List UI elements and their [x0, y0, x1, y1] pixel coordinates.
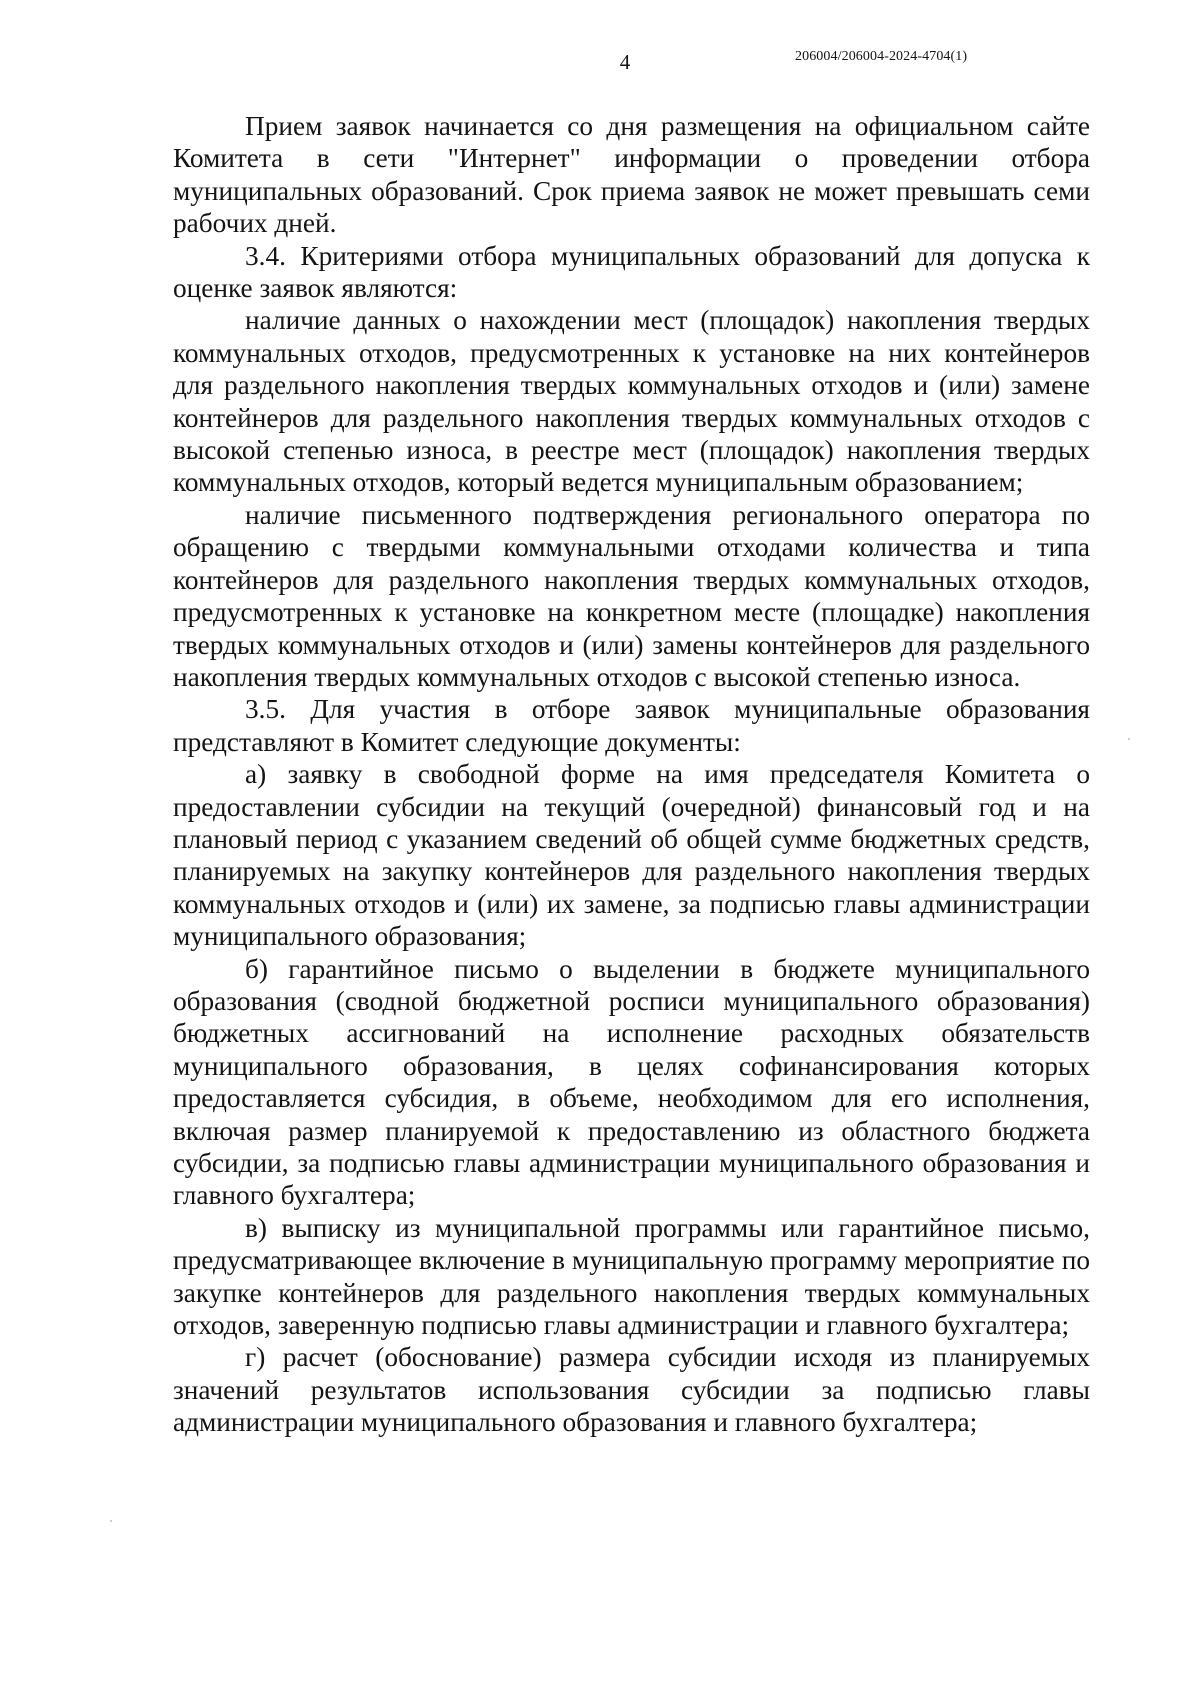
paragraph-application-intake: Прием заявок начинается со дня размещения на официальном сайте Комитета в сети "Интернет" информации о проведении отбора муниципальных образований. Срок приема заявок не может превышать семи рабочих дней. [173, 111, 1090, 239]
document-body [173, 110, 1090, 1439]
paragraph-item-g-subsidy-calculation: г) расчет (обоснование) размера субсидии исходя из планируемых значений результатов использования субсидии за подписью главы администрации муниципального образования и главного бухгалтера; [173, 1342, 1090, 1438]
paragraph-3-4-selection-criteria: 3.4. Критериями отбора муниципальных образований для допуска к оценке заявок являются: [173, 240, 1090, 304]
page-number: 4 [619, 50, 631, 74]
paragraph-criterion-operator-confirmation: наличие письменного подтверждения регионального оператора по обращению с твердыми коммунальными отходами количества и типа контейнеров для раздельного накопления твердых коммунальных отходов, предусмотренных к установке на конкретном месте (площадке) накопления твердых коммунальных отходов и (или) замены контейнеров для раздельного накопления твердых коммунальных отходов с высокой степенью износа. [173, 499, 1090, 692]
paragraph-criterion-registry-data: наличие данных о нахождении мест (площадок) накопления твердых коммунальных отходов, предусмотренных к установке на них контейнеров для раздельного накопления твердых коммунальных отходов и (или) замене контейнеров для раздельного накопления твердых коммунальных отходов с высокой степенью износа, в реестре мест (площадок) накопления твердых коммунальных отходов, который ведется муниципальным образованием; [173, 305, 1090, 498]
paragraph-item-v-program-extract: в) выписку из муниципальной программы или гарантийное письмо, предусматривающее включение в муниципальную программу мероприятие по закупке контейнеров для раздельного накопления твердых коммунальных отходов, заверенную подписью главы администрации и главного бухгалтера; [173, 1212, 1090, 1341]
paragraph-item-a-application: а) заявку в свободной форме на имя председателя Комитета о предоставлении субсидии на текущий (очередной) финансовый год и на плановый период с указанием сведений об общей сумме бюджетных средств, планируемых на закупку контейнеров для раздельного накопления твердых коммунальных отходов и (или) их замене, за подписью главы администрации муниципального образования; [173, 759, 1090, 952]
scan-speck [110, 1520, 112, 1522]
paragraph-item-b-guarantee-letter: б) гарантийное письмо о выделении в бюджете муниципального образования (сводной бюджетной росписи муниципального образования) бюджетных ассигнований на исполнение расходных обязательств муниципального образования, в целях софинансирования которых предоставляется субсидия, в объеме, необходимом для его исполнения, включая размер планируемой к предоставлению из областного бюджета субсидии, за подписью главы администрации муниципального образования и главного бухгалтера; [173, 953, 1090, 1211]
paragraph-3-5-required-documents: 3.5. Для участия в отборе заявок муниципальные образования представляют в Комитет следующие документы: [173, 694, 1090, 757]
scan-speck [1128, 738, 1130, 740]
document-id: 206004/206004-2024-4704(1) [795, 49, 968, 64]
